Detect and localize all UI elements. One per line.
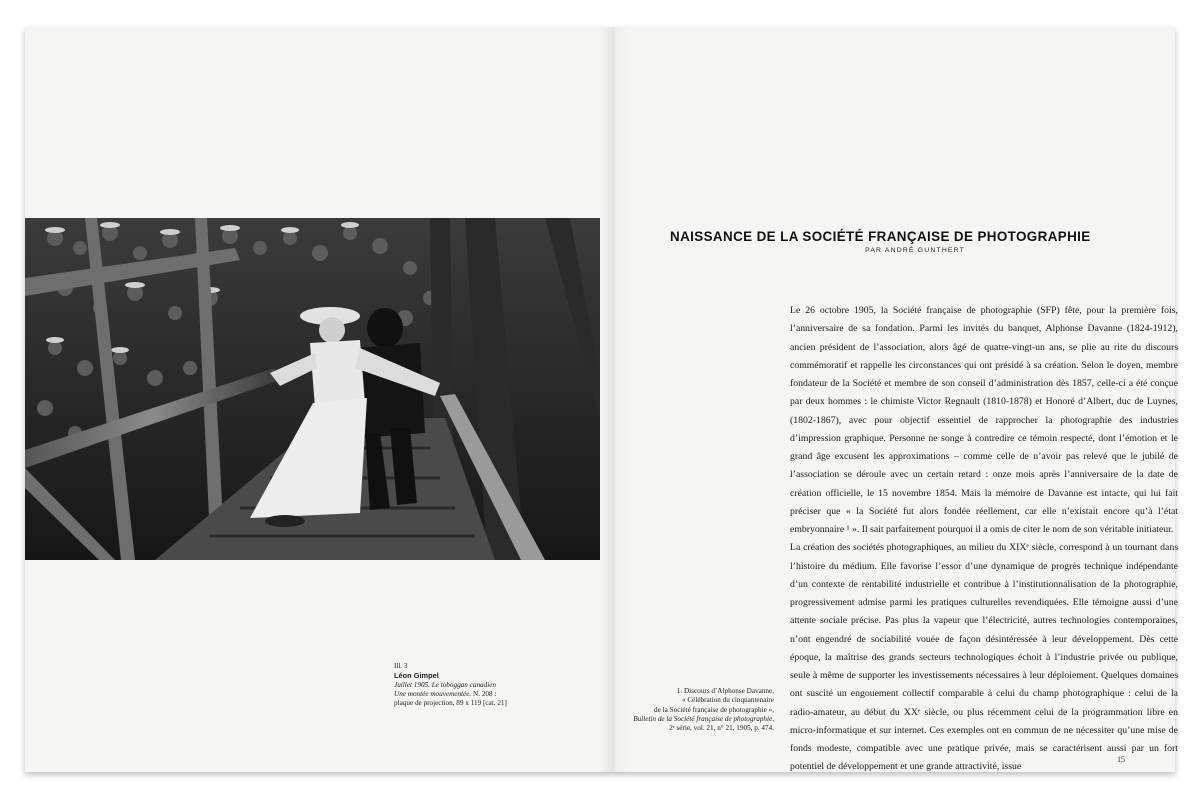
footnote-line: de la Société française de photographie », [654,705,774,714]
photo-caption [394,662,594,708]
footnote [626,687,774,733]
footnote-line: « Célébration du cinquantenaire [681,696,774,705]
caption-date: Juillet 1905. [394,680,430,689]
caption-detail: N. 208 : [473,689,497,698]
caption-author: Léon Gimpel [394,671,439,681]
footnote-line: 1. Discours d’Alphonse Davanne, [676,687,774,695]
page-gutter [600,27,630,772]
article-body [790,302,1178,773]
caption-ill-number: Ill. 3 [394,662,408,670]
page-number: 15 [1117,755,1125,764]
body-paragraph: Le 26 octobre 1905, la Société française de photographie (SFP) fête, pour la première fois, l’anniversaire de sa fondation. Parmi les invités du banquet, Alphonse Davanne (1824-1912), ancien président de l’association, alors âgé de quatre-vingt-un ans, se plie au rite du discours commémoratif et rappelle les circonstances qui ont présidé à sa création. Selon le doyen, membre fondateur de la Société et membre de son conseil d’administration dès 1857, celle-ci a été conçue par deux hommes : le chimiste Victor Regnault (1810-1878) et Honoré d’Albert, duc de Luynes, (1802-1867), avec pour objectif essentiel de rapprocher la photographie des industries d’impression graphique. Personne ne songe à contredire ce témoin respecté, dont l’émotion et le grand âge excusent les approximations – comme celle de n’avoir pas relevé que le jubilé de l’association se déroule avec un certain retard : onze mois après l’anniversaire de la date de création officielle, le 15 novembre 1854. Mais la mémoire de Davanne est intacte, qui lui fait préciser que « la Société fut alors fondée réellement, car elle n’existait encore qu’à l’état embryonnaire ¹ ». Il sait parfaitement pourquoi il a omis de citer le nom de son véritable initiateur. [790,305,1178,535]
caption-plate: plaque de projection, 89 x 119 [cat. 21] [394,699,507,708]
caption-title: Le toboggan canadien [431,680,497,689]
body-paragraph: La création des sociétés photographiques, au milieu du XIXᵉ siècle, correspond à un tournant dans l’histoire du médium. Elle favorise l’essor d’une dynamique de progrès technique indépendante d’un contexte de rentabilité industrielle et contribue à l’institutionnalisation de la photographie, progressivement admise parmi les pratiques culturelles revendiquées. Elle témoigne aussi d’une attente sociale précise. Pas plus la vapeur que l’électricité, autres technologies contemporaines, n’ont engendré de sociabilité vouée de façon désintéressée à leur développement. Dès cette époque, la maîtrise des grands secteurs technologiques échoit à l’industrie privée ou publique, seule à même de supporter les investissements nécessaires à leur déploiement. Quelques domaines ont suscité un engouement collectif comparable à celui du champ photographique : celui de la radio-amateur, au début du XXᵉ siècle, ou plus récemment celui de la programmation libre en micro-informatique et sur internet. Ces exemples ont en commun de ne nécessiter qu’une mise de fonds modeste, compatible avec une pratique privée, mais se caractérisent aussi par un fort potentiel de développement et une grande attractivité, issue [790,542,1178,773]
article-title: NAISSANCE DE LA SOCIÉTÉ FRANÇAISE DE PHOTOGRAPHIE [670,229,1091,244]
article-byline: PAR ANDRÉ GUNTHERT [865,247,965,254]
footnote-line: 2ᵉ série, vol. 21, n° 21, 1905, p. 474. [669,724,774,733]
caption-subtitle: Une montée mouvementée. [394,689,472,698]
book-spread [25,27,1178,773]
photograph-toboggan [25,218,600,560]
footnote-journal: Bulletin de la Société française de photographie, [633,714,774,723]
